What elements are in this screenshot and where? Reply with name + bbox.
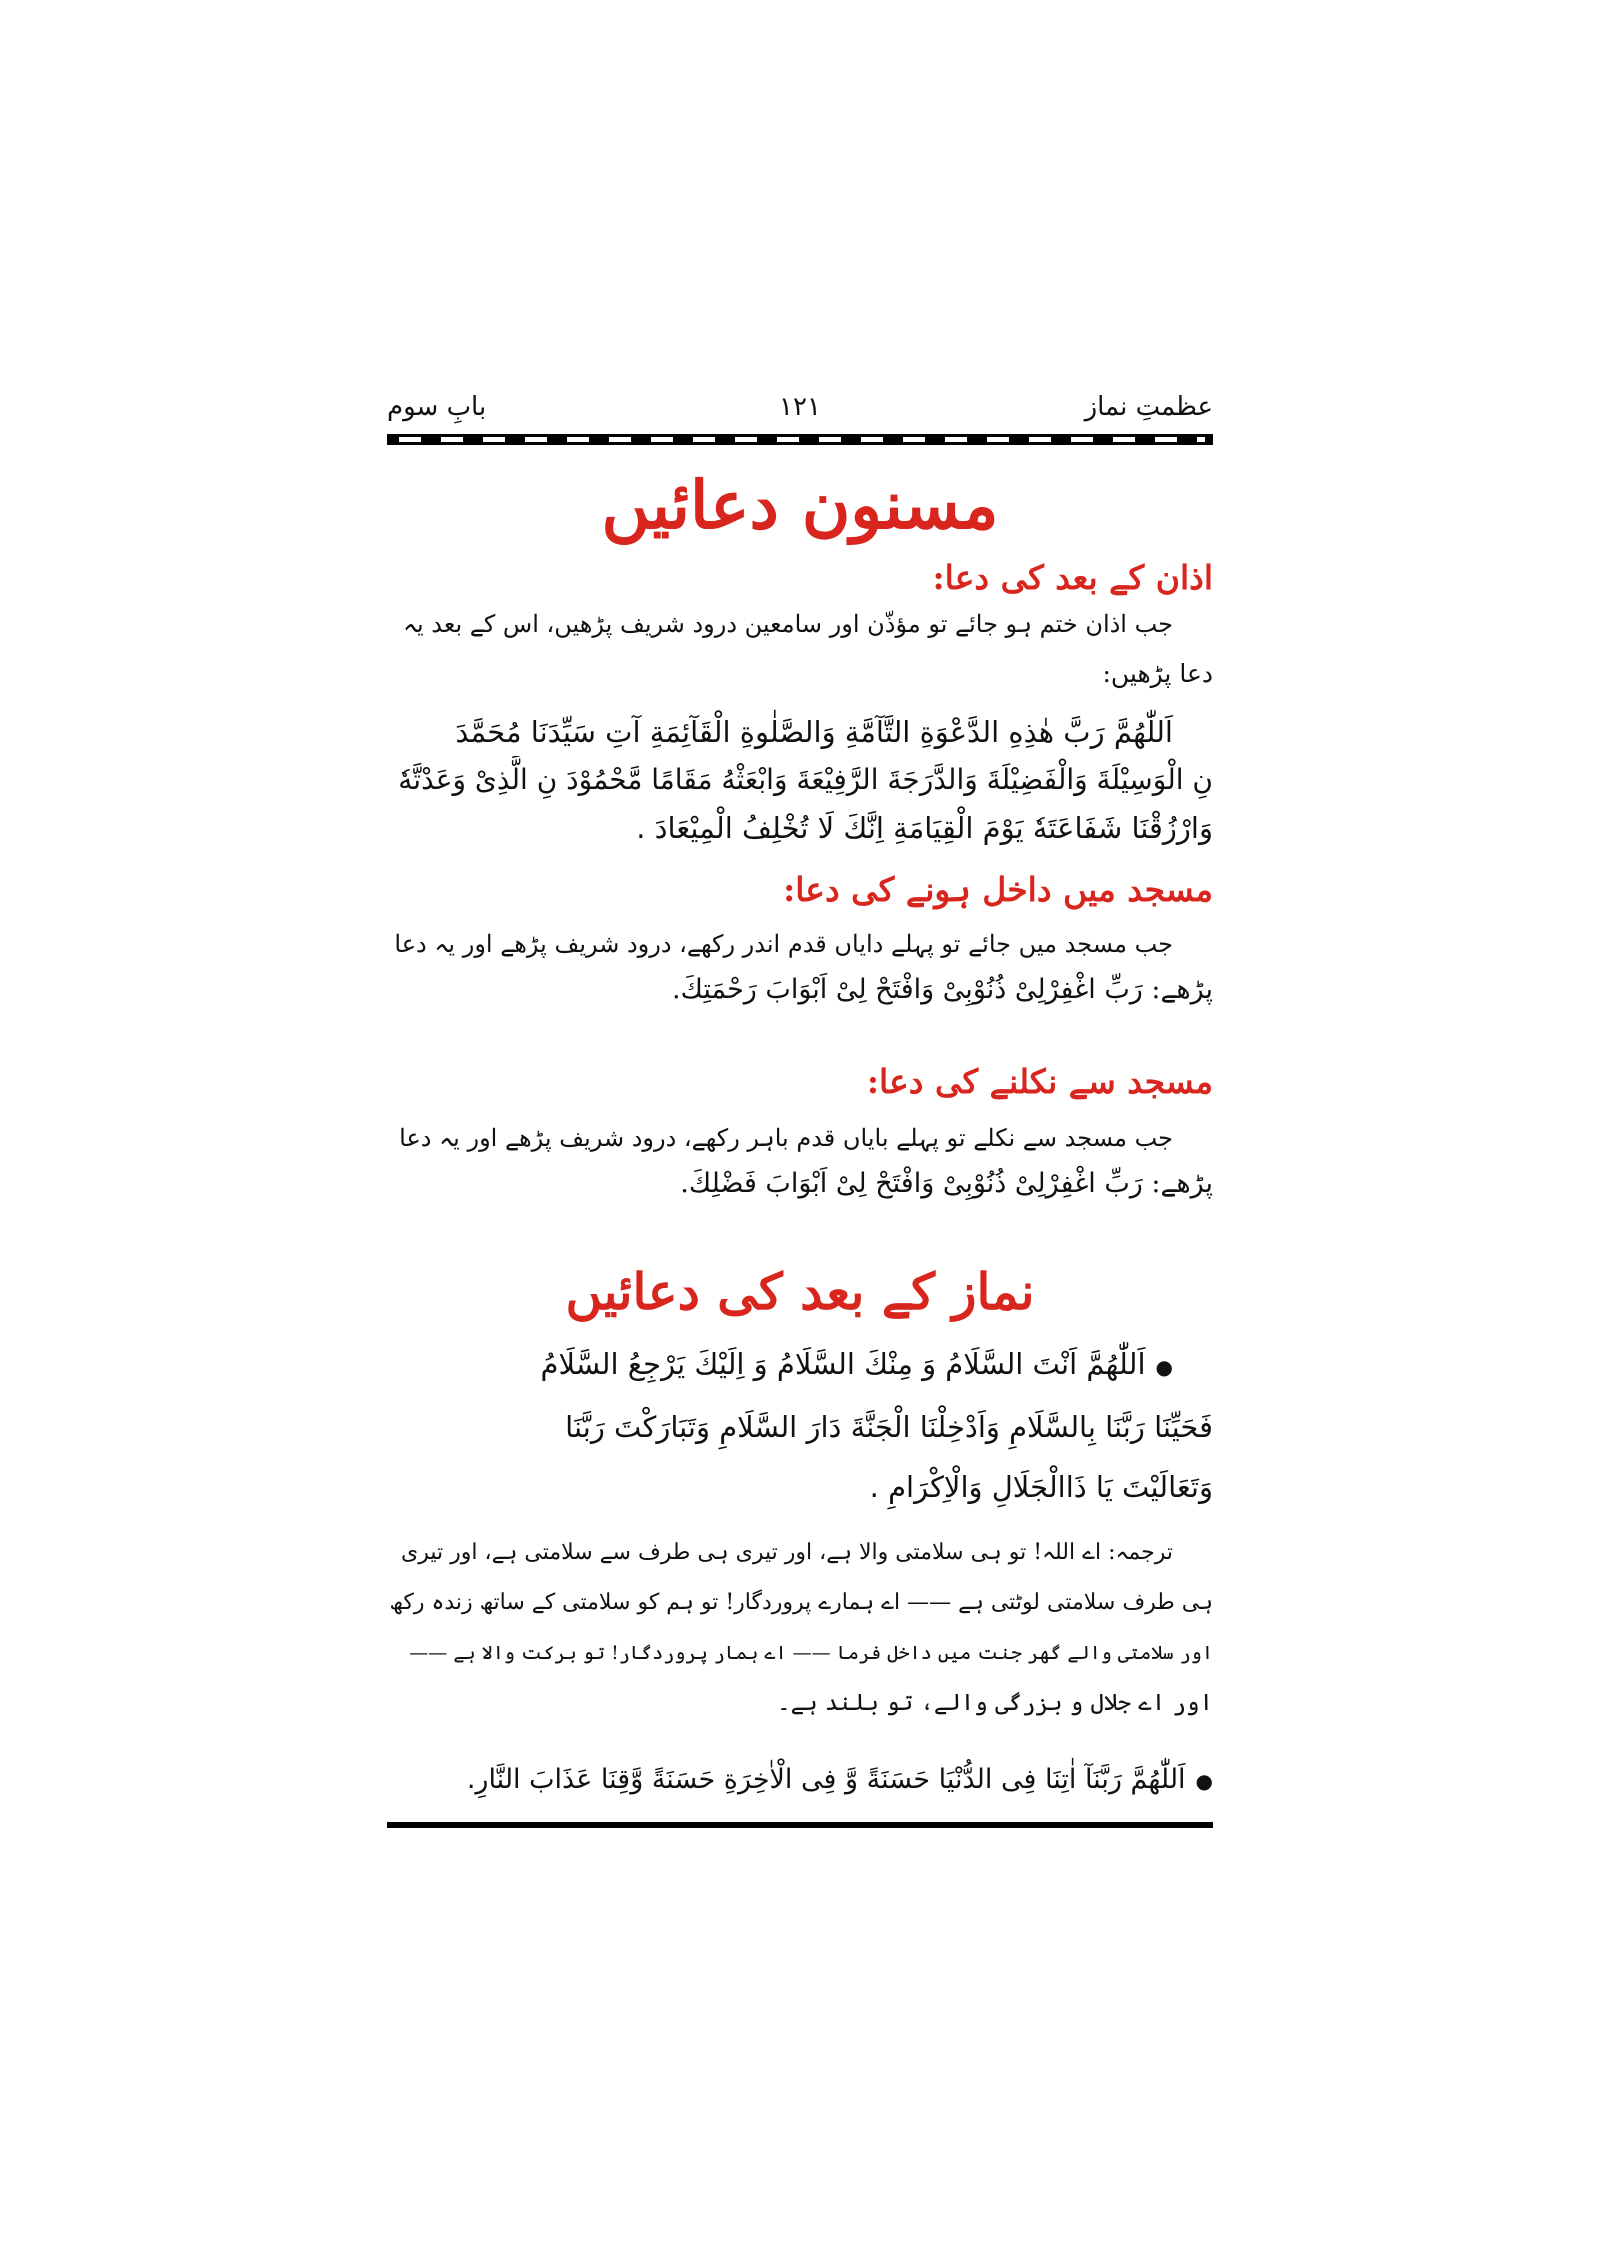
dua-after-prayer-1 bbox=[387, 1340, 1213, 1511]
section-title-after-prayer: نماز کے بعد کی دعائیں bbox=[565, 1262, 1035, 1321]
heading-entering-mosque: مسجد میں داخل ہونے کی دعا: bbox=[783, 870, 1213, 909]
translation-line: اور سلامتی والے گھر جنت میں داخل فرما —— اے ہمار پروردگار! تو برکت والا ہے —— bbox=[409, 1642, 1213, 1664]
para-line: جب مسجد سے نکلے تو پہلے بایاں قدم باہر رکھے، درود شریف پڑھے اور یہ دعا bbox=[399, 1124, 1173, 1152]
dua-after-azan bbox=[387, 708, 1213, 852]
para-line: پڑھے: رَبِّ اغْفِرْلِىْ ذُنُوْبِىْ وَافْتَحْ لِىْ اَبْوَابَ رَحْمَتِكَ. bbox=[672, 974, 1213, 1005]
translation-line: ترجمہ: اے اللہ! تو ہی سلامتی والا ہے، اور تیری ہی طرف سے سلامتی ہے، اور تیری bbox=[401, 1540, 1173, 1565]
bottom-rule bbox=[387, 1822, 1213, 1828]
para-line: دعا پڑھیں: bbox=[1102, 659, 1213, 688]
chapter-label: بابِ سوم bbox=[387, 392, 487, 422]
para-after-azan bbox=[387, 604, 1213, 694]
para-line: پڑھے: رَبِّ اغْفِرْلِىْ ذُنُوْبِىْ وَافْتَحْ لِىْ اَبْوَابَ فَضْلِكَ. bbox=[680, 1168, 1213, 1199]
header-dashed-band bbox=[387, 434, 1213, 445]
dua-line: اَللّٰهُمَّ رَبَّ هٰذِهِ الدَّعْوَةِ التَّآمَّةِ وَالصَّلٰوةِ الْقَآئِمَةِ آتِ سَيِّدَنَا مُحَمَّدَ bbox=[455, 715, 1173, 749]
book-title: عظمتِ نماز bbox=[1084, 392, 1213, 422]
dua-line bbox=[387, 1340, 1213, 1391]
para-line: جب مسجد میں جائے تو پہلے دایاں قدم اندر رکھے، درود شریف پڑھے اور یہ دعا bbox=[394, 930, 1173, 958]
running-header bbox=[387, 392, 1213, 428]
dua-line: وَارْزُقْنَا شَفَاعَتَهٗ يَوْمَ الْقِيَامَةِ اِنَّكَ لَا تُخْلِفُ الْمِيْعَادَ . bbox=[636, 811, 1213, 845]
page-number: ۱۲۱ bbox=[779, 392, 821, 422]
dua-line: وَتَعَالَيْتَ يَا ذَاالْجَلَالِ وَالْاِكْرَامِ . bbox=[869, 1470, 1213, 1504]
translation-line: ہی طرف سلامتی لوٹتی ہے —— اے ہمارے پروردگار! تو ہم کو سلامتی کے ساتھ زندہ رکھ bbox=[389, 1590, 1213, 1615]
dua-line: فَحَيِّنَا رَبَّنَا بِالسَّلَامِ وَاَدْخِلْنَا الْجَنَّةَ دَارَ السَّلَامِ وَتَبَارَكْتَ رَبَّنَا bbox=[565, 1410, 1213, 1444]
translation-line: اور اے جلال و بزرگی والے، تو بلند ہے۔ bbox=[777, 1690, 1213, 1716]
dua-text: اَللّٰهُمَّ رَبَّنَآ اٰتِنَا فِى الدُّنْيَا حَسَنَةً وَّ فِى الْاٰخِرَةِ حَسَنَةً وَّقِنَا عَذَابَ النَّارِ. bbox=[466, 1764, 1186, 1795]
heading-after-azan: اذان کے بعد کی دعا: bbox=[932, 558, 1213, 597]
para-line: جب اذان ختم ہو جائے تو مؤذّن اور سامعین درود شریف پڑھیں، اس کے بعد یہ bbox=[402, 610, 1173, 638]
bullet-icon: ● bbox=[1155, 1355, 1173, 1379]
dua-after-prayer-2 bbox=[387, 1756, 1213, 1805]
dua-line: نِ الْوَسِيْلَةَ وَالْفَضِيْلَةَ وَالدَّرَجَةَ الرَّفِيْعَةَ وَابْعَثْهُ مَقَامًا مَّحْمُوْدَ نِ الَّذِىْ وَعَدْتَّهٗ bbox=[398, 763, 1213, 796]
translation bbox=[387, 1528, 1213, 1728]
para-leaving-mosque bbox=[387, 1118, 1213, 1204]
para-entering-mosque bbox=[387, 924, 1213, 1010]
bullet-icon: ● bbox=[1195, 1769, 1213, 1793]
heading-leaving-mosque: مسجد سے نکلنے کی دعا: bbox=[866, 1062, 1213, 1101]
main-title: مسنون دعائیں bbox=[601, 466, 999, 544]
dua-text: اَللّٰهُمَّ اَنْتَ السَّلَامُ وَ مِنْكَ السَّلَامُ وَ اِلَيْكَ يَرْجِعُ السَّلَامُ bbox=[540, 1347, 1146, 1381]
dua-line bbox=[387, 1756, 1213, 1805]
